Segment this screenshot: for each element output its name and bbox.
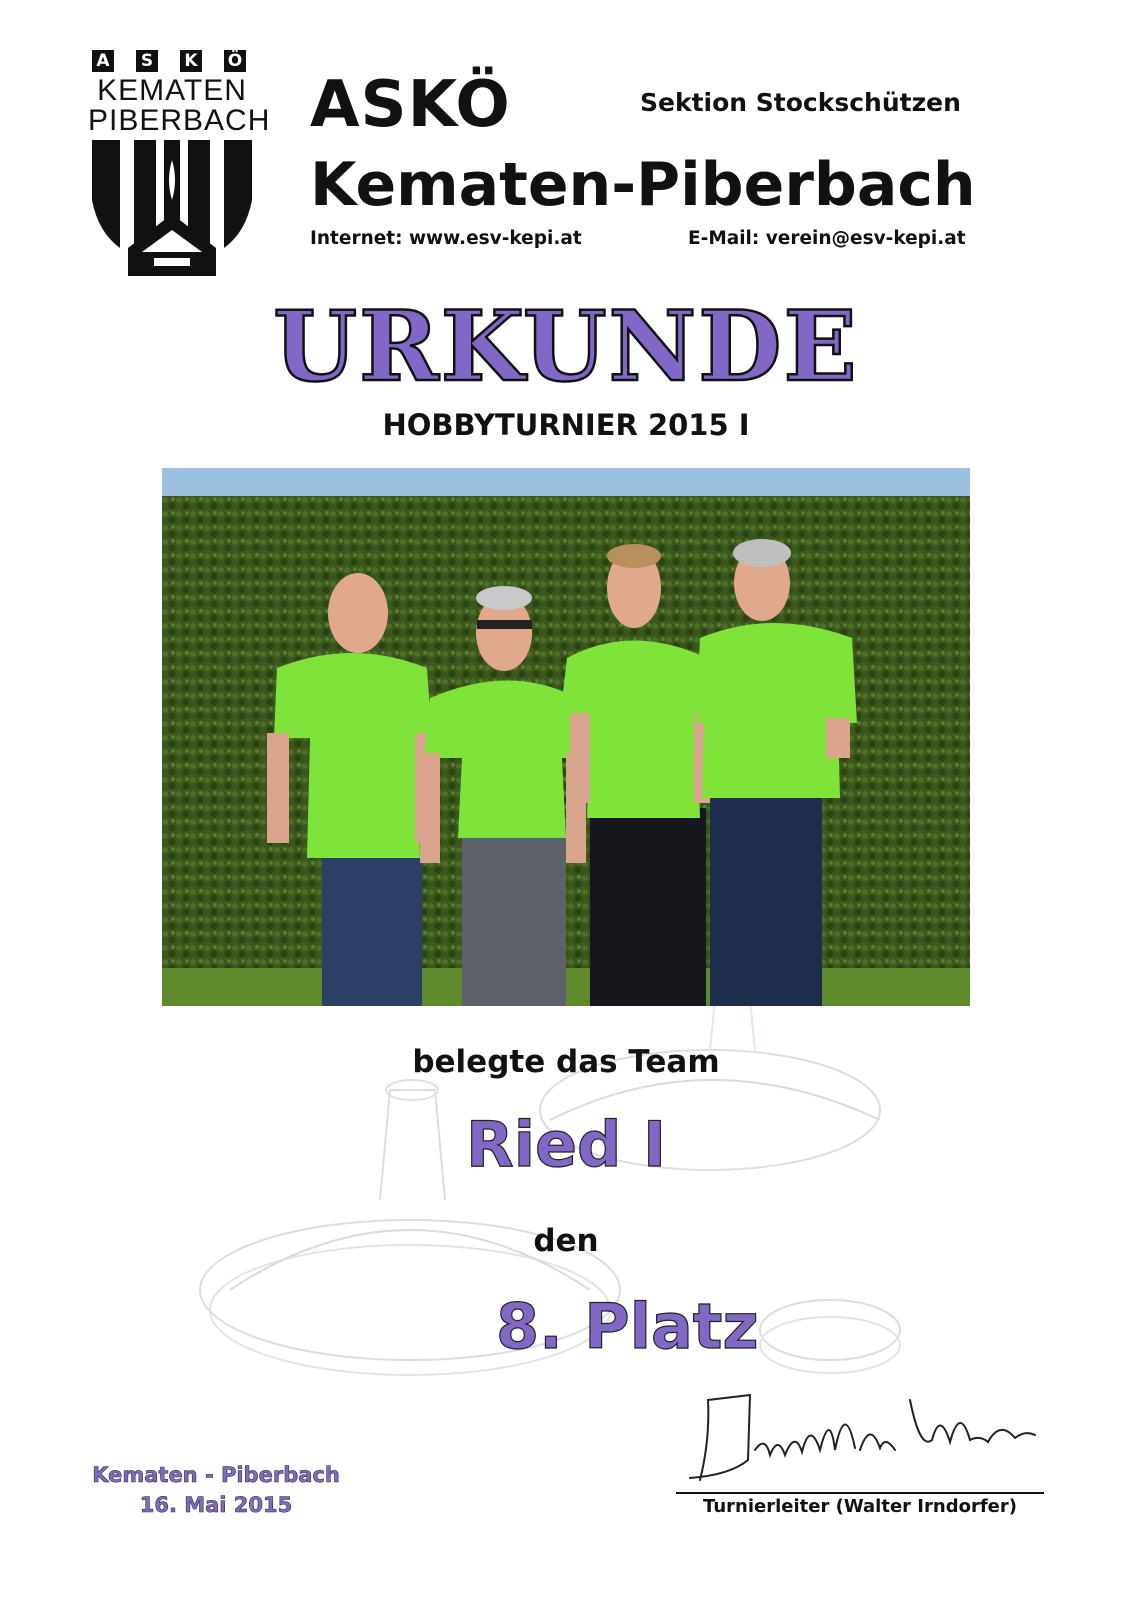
- club-short-name: ASKÖ: [310, 68, 511, 142]
- logo-line-1: KEMATEN: [97, 74, 247, 107]
- club-logo: [88, 48, 271, 276]
- team-photo: [162, 468, 970, 1006]
- logo-letter: A: [92, 50, 114, 72]
- logo-letter-row: [92, 50, 248, 74]
- logo-line-2: PIBERBACH: [88, 104, 271, 137]
- date-text: 16. Mai 2015: [139, 1493, 293, 1517]
- website-text: Internet: www.esv-kepi.at: [310, 228, 582, 249]
- place-date-block: [86, 1460, 346, 1520]
- placement-text: 8. Platz: [496, 1290, 759, 1363]
- signature-caption: Turnierleiter (Walter Irndorfer): [703, 1496, 1017, 1517]
- logo-letter: K: [180, 50, 202, 72]
- connector-text: den: [533, 1223, 599, 1259]
- event-name: HOBBYTURNIER 2015 I: [382, 408, 750, 442]
- email-text: E-Mail: verein@esv-kepi.at: [688, 228, 966, 249]
- logo-letter: S: [136, 50, 158, 72]
- section-title: Sektion Stockschützen: [640, 88, 961, 117]
- intro-text: belegte das Team: [412, 1044, 720, 1080]
- club-full-name: Kematen-Piberbach: [310, 150, 976, 220]
- place-text: Kematen - Piberbach: [92, 1463, 340, 1487]
- logo-letter: Ö: [224, 50, 246, 72]
- signature-line: [676, 1492, 1044, 1494]
- logo-shield-icon: [88, 140, 256, 276]
- team-name: Ried I: [465, 1108, 667, 1181]
- handwritten-signature: [670, 1380, 1050, 1490]
- certificate-title: URKUNDE: [273, 290, 859, 403]
